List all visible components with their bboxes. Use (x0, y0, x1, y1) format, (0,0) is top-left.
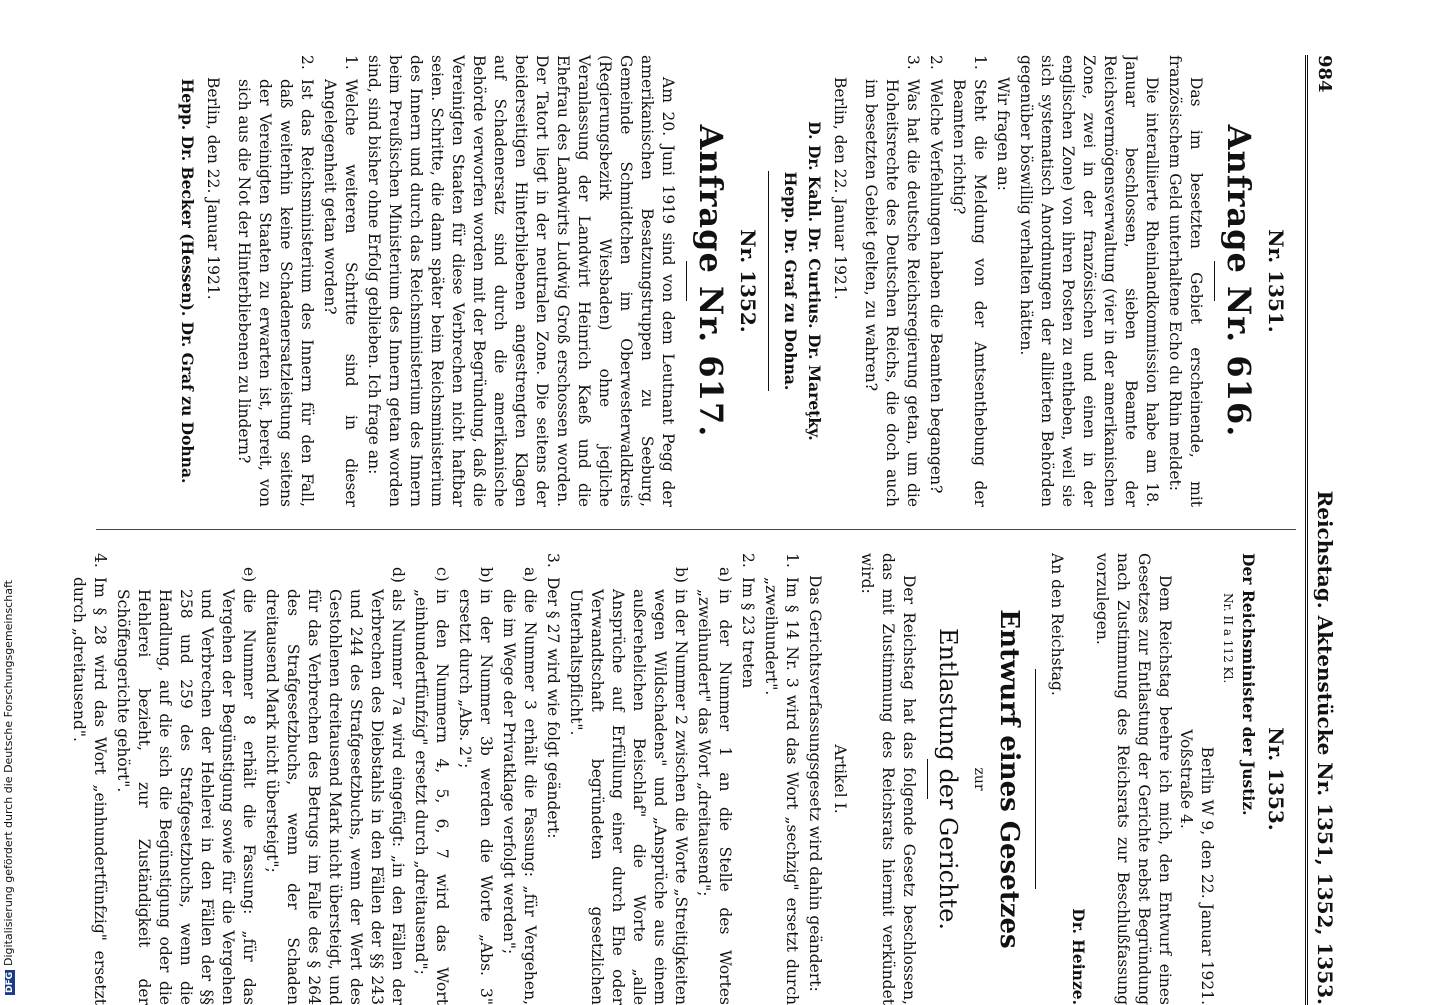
place-date: Berlin W 9, den 22. Januar 1921. (1198, 746, 1216, 1005)
ministry: Der Reichsminister der Justiz. (1239, 553, 1258, 816)
doc-1352-body: Am 20. Juni 1919 sind von dem Leutnant Pegg der amerikanischen Besatzungstruppen zu Seeburg, Gemeinde Schmidtchen im Oberwesterwaldkreis (Regierungsbezirk Wiesbaden) ohne jegliche Veranlassung der Landwirt Heinrich Kaeß und die Ehefrau des Landwirts Ludwig Groß erschossen worden. Der Tatort liegt in der neutralen Zone. Die seitens der beiderseitigen Hinterbliebenen angestrengten Klagen auf Schadenersatz sind durch die amerikanische Behörde verworfen worden mit der Begründung, daß die Vereinigten Staaten für diese Verbrechen nicht haftbar seien. Schritte, die dann später beim Reichsministerium des Innern und durch das Reichsministerium des Innern beim Preußischen Ministerium des Innern getan worden sind, sind bisher ohne Erfolg geblieben. Ich frage an: (365, 55, 677, 507)
left-column (56, 55, 1296, 507)
cover-letter: Dem Reichstag beehre ich mich, den Entwurf eines Gesetzes zur Entlastung der Gerichte nebst Begründung nach Zustimmung des Reichsrats zur Beschlußfassung vorzulegen. (1093, 553, 1174, 1005)
street: Voßstraße 4. (1177, 729, 1195, 829)
reference-number: Nr. II a 112 Kl. (1221, 593, 1235, 684)
law-subitem: e) die Nummer 8 erhält die Fassung: „für das Vergehen der Begünstigung sowie für die Vergehen und Verbrechen der Hehlerei in den Fällen der §§ 258 und 259 des Strafgesetzbuchs, wenn die Handlung, auf die sich die Begünstigung oder die Hehlerei bezieht, zur Zuständigkeit der Schöffengerichte gehört". (114, 567, 258, 1005)
column-divider (96, 529, 1296, 530)
credit-text: Digitalisierung gefördert durch die Deutsche Forschungsgemeinschaft (2, 580, 15, 966)
doc-1352-date: Berlin, den 22. Januar 1921. (204, 77, 222, 300)
law-subitem: a) die Nummer 3 erhält die Fassung: „für Vergehen, die im Wege der Privatklage verfolgt werden"; (500, 567, 539, 1005)
article-intro: Das Gerichtsverfassungsgesetz wird dahin geändert: (806, 575, 824, 992)
law-subitem: d) als Nummer 7a wird eingefügt: „in den Fällen der Verbrechen des Diebstahls in den Fällen der §§ 243 und 244 des Strafgesetzbuchs, wenn der Wert des Gestohlenen dreitausend Mark nicht übersteigt, und für das Verbrechen des Betrugs im Falle des § 264 des Strafgesetzbuchs, wenn der Schaden dreitausend Mark nicht übersteigt"; (263, 567, 407, 1005)
doc-1351-quote: Die interalliierte Rheinlandkommission habe am 18. Januar beschlossen, sieben Beamte der Reichsvermögensverwaltung (vier in der amerikanischen Zone, zwei in der französischen und einen in der englischen Zone) von ihren Posten zu entheben, weil sie sich systematisch Anordnungen der alliierten Behörden gegenüber böswillig verhalten hätten. (1017, 55, 1161, 507)
dfg-logo-icon: DFG (5, 971, 15, 993)
law-item: 1. Im § 14 Nr. 3 wird das Wort „sechzig" ersetzt durch „zweihundert". (762, 553, 801, 1005)
doc-1353-number: Nr. 1353. (1264, 727, 1288, 831)
right-column (56, 553, 1296, 1005)
question-item: 2. Ist das Reichsministerium des Innern für den Fall, daß weiterhin keine Schadenersatzleistung seitens der Vereinigten Staaten zu erwarten ist, bereit, von sich aus die Not der Hinterbliebenen zu lindern? (235, 55, 316, 507)
doc-1352-signatories: Hepp. Dr. Becker (Hessen). Dr. Graf zu Dohna. (178, 78, 197, 484)
running-title: Reichstag. Aktenstücke Nr. 1351, 1352, 1353. (1313, 490, 1337, 1005)
divider (768, 171, 769, 391)
doc-1351-number: Nr. 1351. (1264, 229, 1288, 333)
law-subitem: b) in der Nummer 3b werden die Worte „Abs. 3" ersetzt durch „Abs. 2"; (456, 567, 495, 1005)
addressee: An den Reichstag. (1048, 553, 1066, 696)
law-subitem: b) in der Nummer 2 zwischen die Worte „Streitigkeiten wegen Wildschadens" und „Ansprüche aus einem außerehelichen Beischlaf" die Worte „alle Ansprüche auf Erfüllung einer durch Ehe oder Verwandtschaft begründeten gesetzlichen Unterhaltspflicht". (567, 567, 690, 1005)
doc-1352-number: Nr. 1352. (736, 229, 760, 333)
law-item: 2. Im § 23 treten (739, 553, 757, 689)
law-item: 4. Im § 28 wird das Wort „einhundertfünfzig" ersetzt durch „dreitausend". (70, 553, 109, 1005)
question-item: 3. Was hat die deutsche Reichsregierung getan, um die Hoheitsrechte des Deutschen Reichs, die doch auch im besetzten Gebiet gelten, zu wahren? (862, 55, 922, 507)
document-page (42, 55, 1342, 1005)
article-heading: Artikel I. (831, 744, 849, 814)
draft-subject: Entlastung der Gerichte. (934, 627, 962, 931)
question-item: 2. Welche Verfehlungen haben die Beamten begangen? (927, 55, 945, 494)
doc-1351-signatories-2: Hepp. Dr. Graf zu Dohna. (781, 171, 800, 391)
divider (927, 759, 928, 799)
law-subitem: c) in den Nummern 4, 5, 6, 7 wird das Wort „einhundertfünfzig" ersetzt durch „dreitausend"; (412, 567, 451, 1005)
law-subitem: a) in der Nummer 1 an die Stelle des Wortes „zweihundert" das Wort „dreitausend"; (695, 567, 734, 1005)
divider (686, 261, 687, 301)
doc-1352-title: Anfrage Nr. 617. (692, 124, 730, 438)
doc-1351-title: Anfrage Nr. 616. (1220, 124, 1258, 438)
draft-title: Entwurf eines Gesetzes (994, 609, 1024, 949)
doc-1351-ask: Wir fragen an: (994, 77, 1012, 191)
digitization-credit (2, 580, 15, 995)
question-item: 1. Welche weiteren Schritte sind in dieser Angelegenheit getan worden? (321, 55, 360, 507)
running-head (1314, 55, 1342, 1005)
enactment-clause: Der Reichstag hat das folgende Gesetz beschlossen, das mit Zustimmung des Reichsrats hiermit verkündet wird: (858, 553, 918, 1005)
doc-1351-signatories: D. Dr. Kahl. Dr. Curtius. Dr. Mareţky. (805, 121, 824, 441)
doc-1351-date: Berlin, den 22. Januar 1921. (831, 77, 849, 300)
divider (1214, 261, 1215, 301)
page-number: 984 (1314, 55, 1335, 93)
divider (1035, 669, 1036, 889)
law-item: 3. Der § 27 wird wie folgt geändert: (544, 553, 562, 839)
doc-1351-intro: Das im besetzten Gebiet erscheinende, mit französischem Geld unterhaltene Echo du Rhin meldet: (1166, 55, 1205, 507)
signer: Dr. Heinze. (1069, 908, 1088, 1005)
header-rule (1305, 55, 1308, 1005)
draft-zur: zur (971, 767, 987, 791)
question-item: 1. Steht die Meldung von der Amtsenthebung der Beamten richtig? (950, 55, 989, 507)
